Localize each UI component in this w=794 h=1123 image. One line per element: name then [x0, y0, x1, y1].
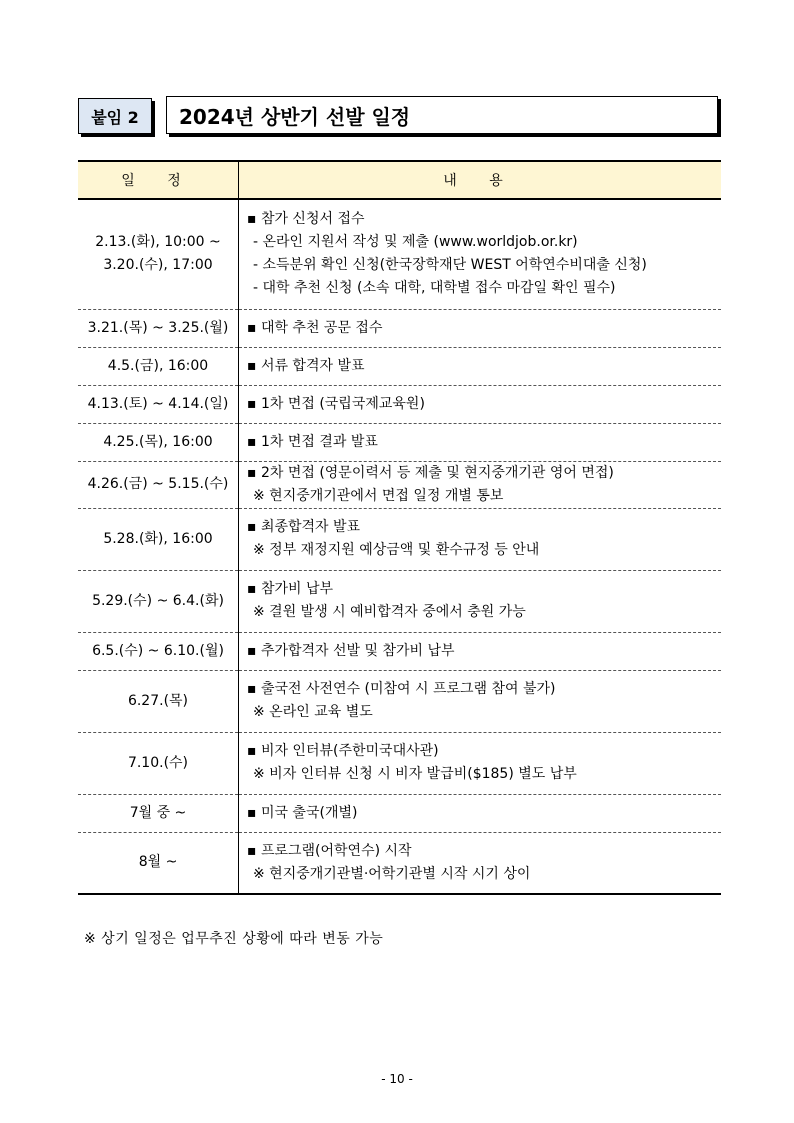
content-item: ▪ 1차 면접 결과 발표: [247, 433, 378, 450]
date-line: 7.10.(수): [127, 754, 189, 771]
table-row: [78, 794, 721, 832]
content-note: ※ 현지중개기관별·어학기관별 시작 시기 상이: [253, 865, 531, 882]
attachment-label: 붙임 2: [78, 98, 152, 134]
date-line: 7월 중 ~: [129, 804, 187, 821]
schedule-content: [239, 385, 722, 423]
date-line: 5.29.(수) ~ 6.4.(화): [92, 592, 224, 609]
content-item: ▪ 미국 출국(개별): [247, 804, 358, 821]
content-item: ▪ 대학 추천 공문 접수: [247, 319, 383, 336]
date-line: 8월 ~: [138, 854, 178, 871]
date-line: 4.13.(토) ~ 4.14.(일): [87, 395, 229, 412]
table-row: [78, 832, 721, 894]
date-line: 3.20.(수), 17:00: [103, 257, 213, 274]
schedule-date: [78, 508, 239, 570]
schedule-date: [78, 347, 239, 385]
table-row: [78, 632, 721, 670]
date-line: 6.27.(목): [127, 692, 189, 709]
date-line: 5.28.(화), 16:00: [103, 530, 213, 547]
schedule-date: [78, 732, 239, 794]
content-note: ※ 온라인 교육 별도: [253, 704, 373, 720]
date-line: 4.25.(목), 16:00: [103, 433, 213, 450]
content-note: ※ 비자 인터뷰 신청 시 비자 발급비($185) 별도 납부: [253, 766, 577, 782]
schedule-date: [78, 794, 239, 832]
schedule-content: [239, 423, 722, 461]
date-line: 6.5.(수) ~ 6.10.(월): [92, 642, 224, 659]
schedule-date: [78, 632, 239, 670]
schedule-content: [239, 309, 722, 347]
schedule-content: [239, 732, 722, 794]
content-item: ▪ 서류 합격자 발표: [247, 357, 365, 374]
schedule-content: [239, 794, 722, 832]
schedule-date: [78, 832, 239, 894]
schedule-date: [78, 670, 239, 732]
content-item: ▪ 비자 인터뷰(주한미국대사관): [247, 743, 439, 759]
content-item: ▪ 참가비 납부: [247, 581, 334, 597]
date-line: 2.13.(화), 10:00 ~: [95, 234, 221, 251]
content-note: ※ 결원 발생 시 예비합격자 중에서 충원 가능: [253, 604, 526, 620]
schedule-date: [78, 309, 239, 347]
table-row: [78, 385, 721, 423]
content-item: ▪ 추가합격자 선발 및 참가비 납부: [247, 642, 455, 659]
schedule-content: [239, 508, 722, 570]
schedule-content: [239, 832, 722, 894]
table-row: [78, 309, 721, 347]
content-item: ▪ 출국전 사전연수 (미참여 시 프로그램 참여 불가): [247, 681, 556, 697]
table-row: [78, 347, 721, 385]
schedule-content: [239, 199, 722, 309]
content-item: ▪ 최종합격자 발표: [247, 519, 361, 535]
title-block: [78, 96, 718, 134]
schedule-date: [78, 423, 239, 461]
table-row: [78, 670, 721, 732]
date-line: 3.21.(목) ~ 3.25.(월): [87, 319, 229, 336]
table-header-row: [78, 161, 721, 199]
content-note: ※ 현지중개기관에서 면접 일정 개별 통보: [253, 487, 504, 504]
content-subitem: - 온라인 지원서 작성 및 제출 (www.worldjob.or.kr): [253, 234, 578, 251]
table-row: [78, 508, 721, 570]
page-number: - 10 -: [381, 1072, 413, 1086]
column-header-content: 내 용: [239, 161, 722, 199]
schedule-content: [239, 461, 722, 508]
table-row: [78, 732, 721, 794]
content-item: ▪ 1차 면접 (국립국제교육원): [247, 395, 425, 412]
table-row: [78, 461, 721, 508]
schedule-content: [239, 670, 722, 732]
table-row: [78, 570, 721, 632]
schedule-date: [78, 385, 239, 423]
date-line: 4.5.(금), 16:00: [107, 357, 209, 374]
table-row: [78, 199, 721, 309]
schedule-date: [78, 461, 239, 508]
content-note: ※ 정부 재정지원 예상금액 및 환수규정 등 안내: [253, 542, 540, 558]
schedule-content: [239, 570, 722, 632]
schedule-date: [78, 570, 239, 632]
content-item: ▪ 참가 신청서 접수: [247, 211, 365, 228]
schedule-content: [239, 347, 722, 385]
page-title: 2024년 상반기 선발 일정: [166, 96, 718, 134]
content-item: ▪ 프로그램(어학연수) 시작: [247, 842, 412, 859]
content-subitem: - 대학 추천 신청 (소속 대학, 대학별 접수 마감일 확인 필수): [253, 280, 616, 297]
column-header-date: 일 정: [78, 161, 239, 199]
schedule-date: [78, 199, 239, 309]
schedule-content: [239, 632, 722, 670]
schedule-table: [78, 160, 721, 895]
date-line: 4.26.(금) ~ 5.15.(수): [87, 476, 229, 492]
table-row: [78, 423, 721, 461]
content-item: ▪ 2차 면접 (영문이력서 등 제출 및 현지중개기관 영어 면접): [247, 464, 614, 481]
content-subitem: - 소득분위 확인 신청(한국장학재단 WEST 어학연수비대출 신청): [253, 257, 647, 274]
footnote: ※ 상기 일정은 업무추진 상황에 따라 변동 가능: [84, 931, 384, 947]
